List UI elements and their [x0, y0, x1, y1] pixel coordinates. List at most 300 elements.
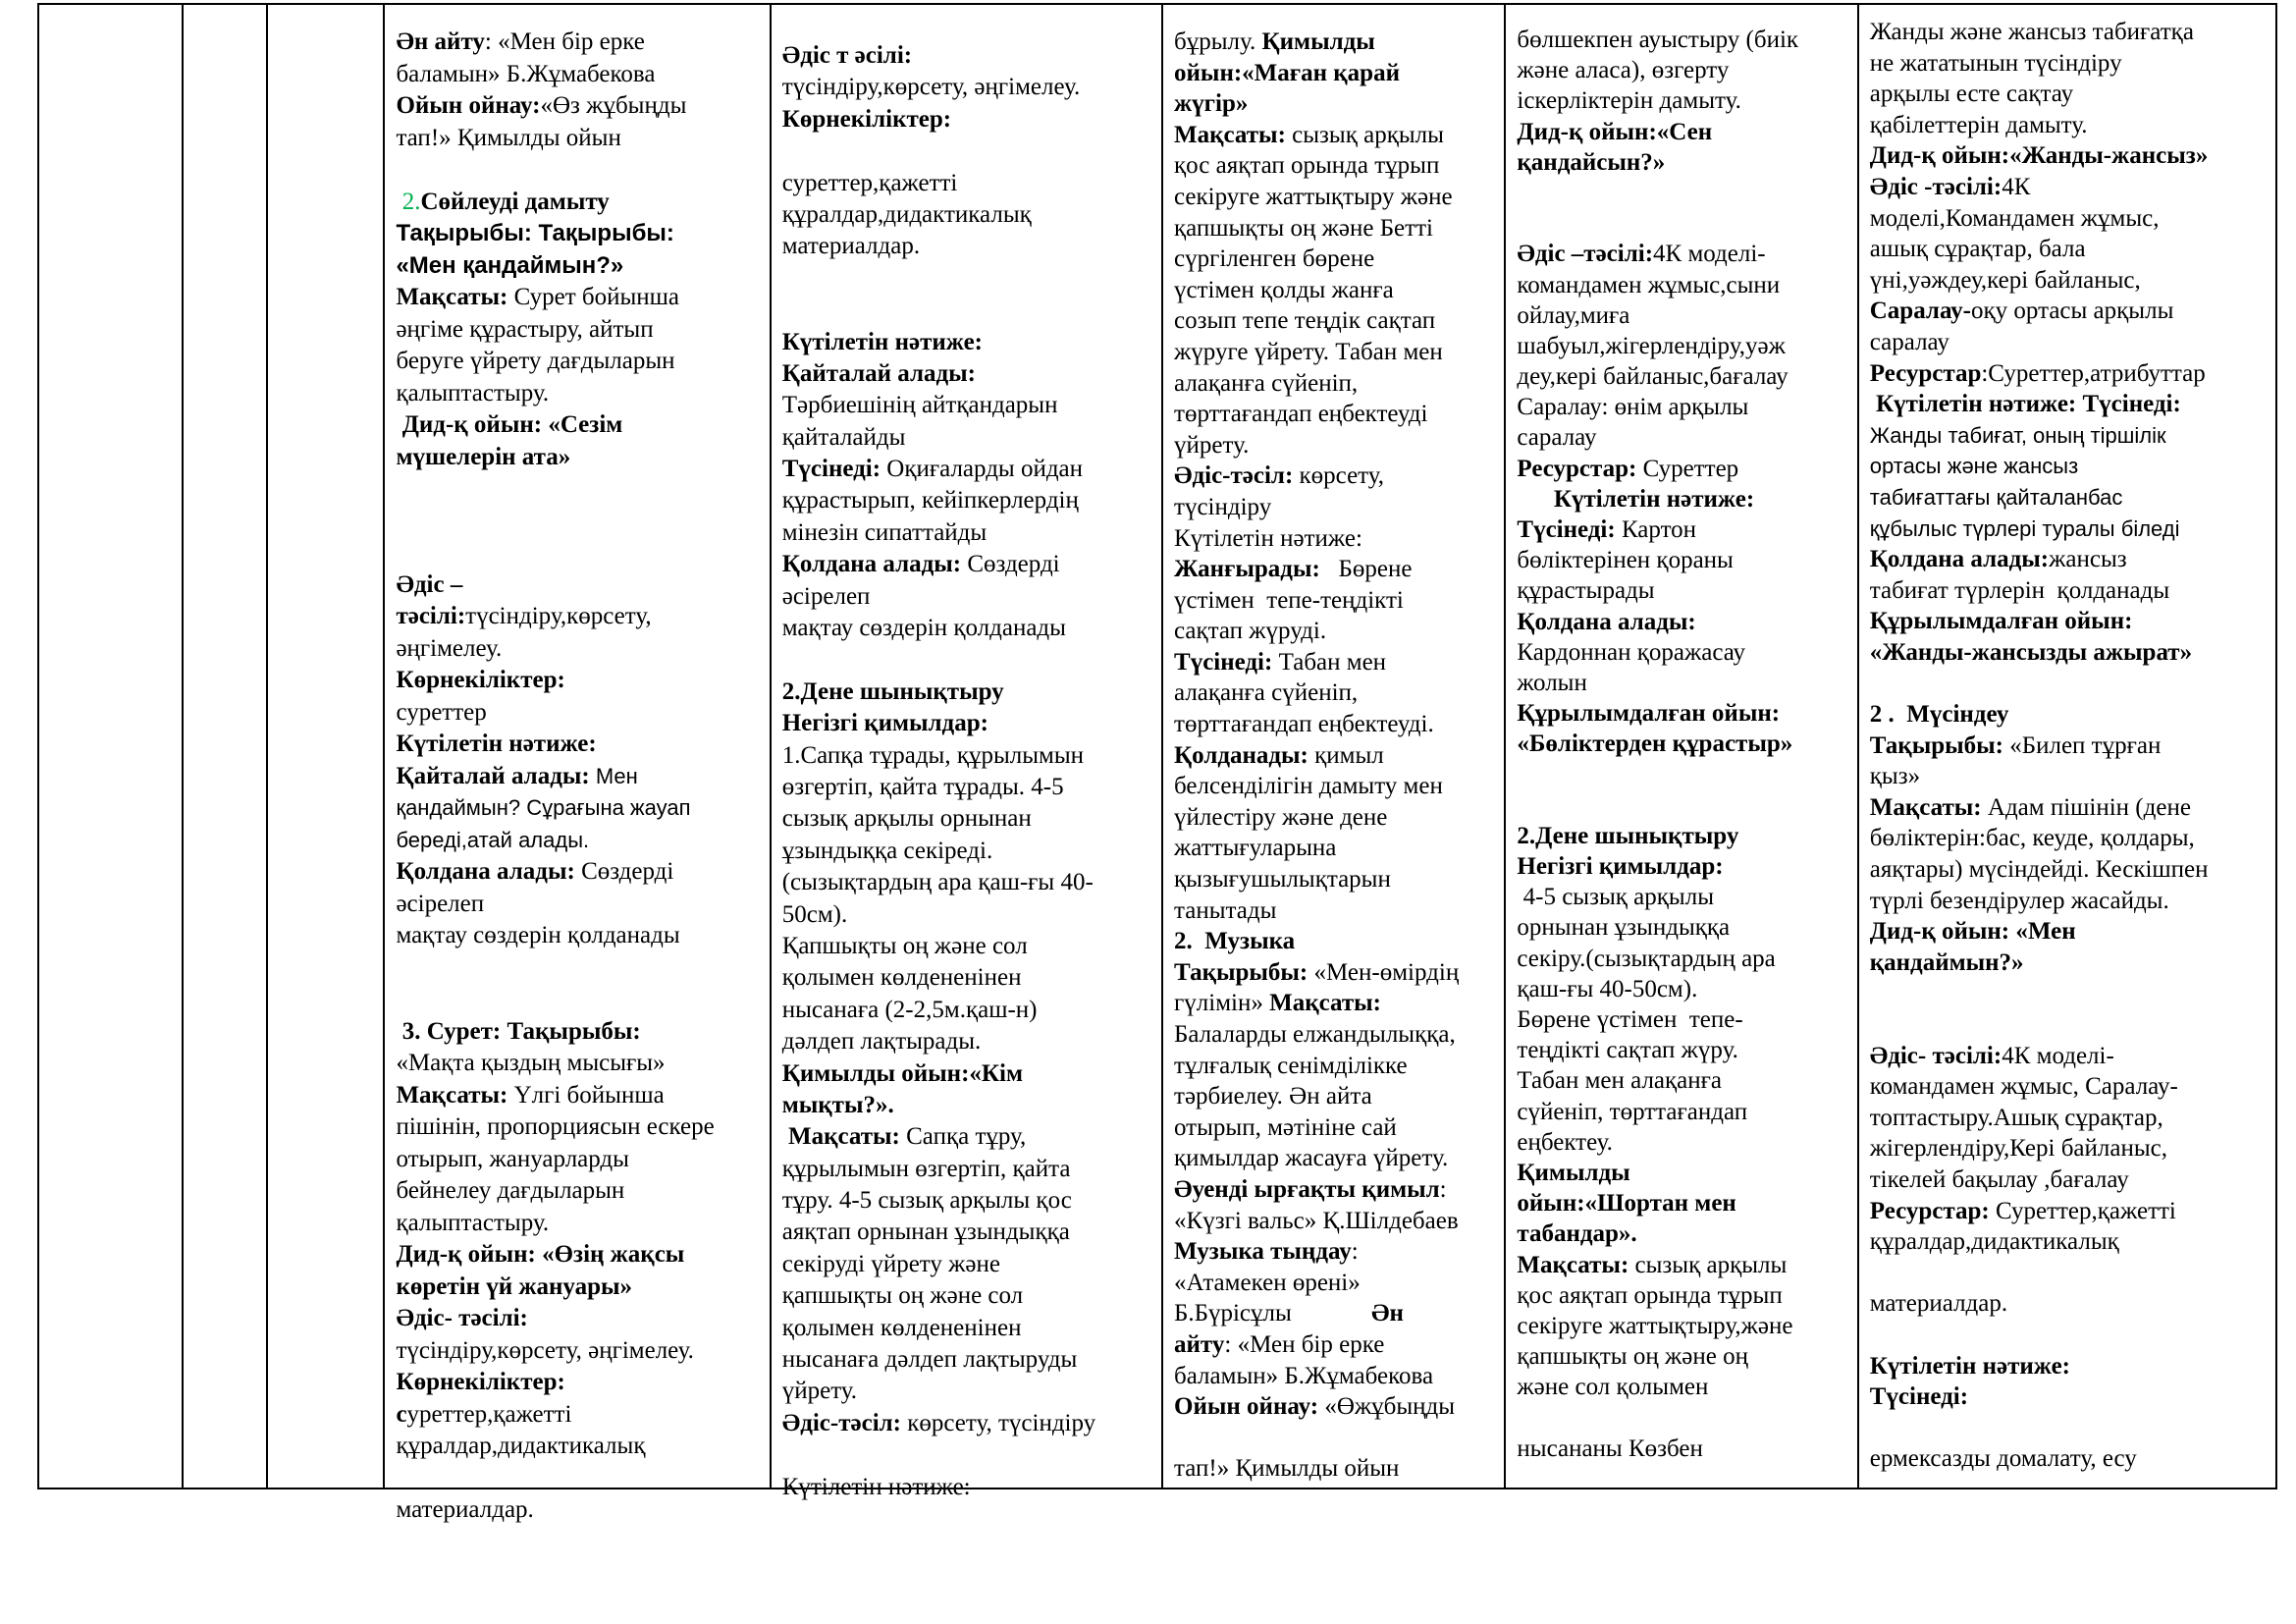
text-line [1174, 740, 1502, 772]
text-run: «Өз жұбыңды [540, 92, 687, 119]
text-run: түрлі безендірулер жасайды. [1869, 887, 2169, 914]
text-line [1517, 1188, 1854, 1218]
text-run: Қимылды ойын:«Кім [781, 1059, 1024, 1087]
text-run: Мақсаты: [396, 284, 508, 310]
text-line [782, 390, 1159, 421]
text-line [1174, 802, 1502, 834]
text-run: табиғаттағы қайталанбас [1869, 484, 2123, 510]
text-run: құрылымын өзгертіп, қайта [781, 1155, 1071, 1182]
text-line [782, 135, 1159, 167]
text-run: Саралау: өнім арқылы [1517, 394, 1749, 421]
text-run: Мақсаты: [1517, 1251, 1629, 1278]
text-run: аяқтары) мүсіндейді. Кескішпен [1869, 856, 2209, 884]
text-run: саралау [1517, 424, 1597, 452]
text-line [396, 1048, 767, 1080]
text-line [396, 984, 767, 1016]
text-run: «Бөліктерден құрастыр» [1517, 731, 1793, 758]
text-line [1174, 771, 1502, 802]
text-line [782, 517, 1159, 549]
text-run: аяқтап орнынан ұзындыққа [781, 1218, 1070, 1246]
text-run: қалыптастыру. [396, 379, 550, 406]
text-run: пішінін, пропорциясын ескере [396, 1113, 715, 1140]
text-line [1870, 606, 2273, 637]
text-run: қызығушылықтарын [1174, 866, 1391, 893]
text-run: Жанды және жансыз табиғатқа [1869, 19, 2194, 45]
text-run: алақанға сүйеніп, [1174, 679, 1359, 707]
text-line [1517, 270, 1854, 300]
text-line [1174, 1112, 1502, 1144]
text-line [396, 1175, 767, 1208]
text-run: мүшелерін ата» [396, 443, 571, 470]
text-line [1174, 1423, 1502, 1454]
text-run: арқылы есте сақтау [1869, 81, 2074, 108]
text-line [1870, 1443, 2273, 1475]
text-run: Ресурстар: [1517, 455, 1637, 482]
text-line [782, 1344, 1159, 1376]
text-line [1870, 265, 2273, 297]
text-line [396, 601, 767, 633]
text-line [396, 27, 767, 59]
text-line [1174, 1019, 1502, 1051]
text-line [1174, 1206, 1502, 1237]
text-run: Әдіс -тәсілі: [1869, 173, 2002, 200]
text-line [396, 442, 767, 474]
text-run: қайталайды [781, 423, 906, 451]
text-run: 2. [401, 188, 421, 215]
text-line [1174, 647, 1502, 678]
activity-column-5 [1859, 5, 2275, 1488]
text-line [782, 231, 1159, 262]
text-line [1517, 117, 1854, 147]
text-run: нысананы Көзбен [1517, 1435, 1703, 1462]
text-line [782, 931, 1159, 962]
text-run: әсірелеп [781, 582, 871, 610]
text-line [1174, 585, 1502, 617]
text-run: Мақсаты: [781, 1123, 900, 1151]
text-line [782, 1249, 1159, 1280]
text-run: баламын» Б.Жұмабекова [396, 60, 656, 87]
text-line [1517, 1127, 1854, 1158]
text-run: : [1351, 1238, 1359, 1266]
text-line [782, 1058, 1159, 1090]
text-run: төрттағандап еңбектеуді. [1174, 711, 1434, 738]
text-run: береді,атай алады. [396, 827, 590, 852]
text-line [396, 250, 767, 283]
text-run: Қолданады: [1174, 741, 1308, 769]
text-line [1517, 85, 1854, 116]
text-run: «Мен-өмірдің [1308, 958, 1460, 986]
text-run: материалдар. [781, 233, 921, 260]
text-line [1174, 926, 1502, 957]
text-line [1870, 389, 2273, 420]
text-run: Әдіс-тәсіл: [1174, 462, 1294, 490]
text-run: ермексазды домалату, есу [1869, 1445, 2137, 1473]
text-line [1517, 1158, 1854, 1188]
text-line [782, 1026, 1159, 1057]
text-line [1517, 1341, 1854, 1372]
text-run: қолымен көлдененінен [781, 1314, 1022, 1341]
text-run: нысанаға (2-2,5м.қаш-н) [781, 996, 1038, 1023]
text-run: Дид-қ ойын: «Сезім [396, 411, 623, 438]
text-run: 4К [2002, 173, 2031, 200]
text-run: Күтілетін нәтиже: [1869, 1352, 2071, 1380]
text-line [782, 358, 1159, 390]
text-line [396, 378, 767, 410]
text-run: Күтілетін нәтиже: [781, 1473, 971, 1500]
text-run: Суреттер,қажетті [1989, 1197, 2176, 1224]
text-run: сызық арқылы [1285, 121, 1444, 148]
text-line [396, 1335, 767, 1368]
text-line [1870, 327, 2273, 358]
text-line [1517, 361, 1854, 392]
text-line [396, 1399, 767, 1432]
text-run: Мен [589, 763, 638, 788]
text-line [1517, 331, 1854, 361]
text-run: қабілеттерін дамыту. [1869, 111, 2088, 138]
text-run: Құрылымдалған ойын: [1517, 700, 1781, 728]
text-line [1870, 358, 2273, 390]
text-run: Сапқа тұру, [899, 1123, 1027, 1151]
text-run: жансыз [2049, 546, 2127, 573]
text-line [1174, 1361, 1502, 1392]
text-line [396, 282, 767, 314]
text-line [396, 825, 767, 857]
text-line [782, 199, 1159, 231]
text-line [1174, 150, 1502, 182]
text-line [1517, 882, 1854, 912]
text-run: әңгімелеу. [396, 634, 503, 662]
text-line [1870, 140, 2273, 172]
text-line [396, 59, 767, 91]
text-line [782, 899, 1159, 931]
text-run: Жанғырады: [1174, 556, 1320, 583]
text-line [396, 633, 767, 666]
text-run: қос аяқтап орында тұрып [1517, 1281, 1783, 1309]
text-line [1174, 1174, 1502, 1206]
text-line [782, 72, 1159, 103]
text-run: Күтілетін нәтиже: [396, 731, 597, 757]
text-run: табандар». [1517, 1220, 1637, 1248]
text-line [396, 792, 767, 825]
text-run: Тақырыбы: [1174, 958, 1308, 986]
text-run: тұру. 4-5 сызық арқылы қос [781, 1187, 1072, 1215]
text-run: сүргіленген бөрене [1174, 245, 1375, 273]
text-run: Қапшықты оң және сол [781, 932, 1028, 959]
text-run: Негізгі қимылдар: [781, 710, 988, 737]
text-line [1870, 947, 2273, 979]
text-run: бейнелеу дағдыларын [396, 1177, 625, 1204]
text-run: Оқиғаларды ойдан [881, 456, 1084, 483]
text-line [396, 569, 767, 602]
text-run: ойын:«Шортан мен [1517, 1190, 1736, 1218]
text-run: және сол қолымен [1517, 1374, 1709, 1401]
text-line [1517, 300, 1854, 331]
text-line [1870, 1226, 2273, 1258]
text-line [396, 537, 767, 569]
text-run: Сурет бойынша [507, 284, 680, 310]
text-run: : [1439, 1175, 1447, 1203]
text-line [1174, 1453, 1502, 1485]
text-run: тұлғалық сенімділікке [1174, 1052, 1408, 1079]
text-line [1174, 88, 1502, 120]
text-run: мақтау сөздерін қолданады [781, 615, 1066, 642]
text-line [1174, 1329, 1502, 1361]
text-line [396, 473, 767, 506]
text-line [396, 889, 767, 921]
text-run: жаттығуларына [1174, 835, 1337, 862]
text-run: Негізгі қимылдар: [1517, 853, 1724, 881]
text-line [782, 1090, 1159, 1121]
text-line [396, 1431, 767, 1463]
text-line [396, 123, 767, 155]
text-line [1174, 275, 1502, 306]
text-line [1870, 916, 2273, 947]
text-run: Қолдана алады: [1869, 546, 2050, 573]
text-run: не жататынын түсіндіру [1869, 49, 2122, 77]
text-run: Әдіс т әсілі: [781, 42, 913, 69]
text-run: төрттағандап еңбектеуді [1174, 401, 1428, 428]
text-run: 4-5 сызық арқылы [1517, 884, 1714, 911]
text-line [1517, 729, 1854, 759]
text-line [1517, 55, 1854, 85]
text-run: жігерлендіру,Кері байланыс, [1869, 1135, 2167, 1163]
text-line [1174, 1081, 1502, 1112]
text-line [1870, 1071, 2273, 1103]
text-line [1870, 482, 2273, 514]
text-line [396, 1080, 767, 1112]
text-run: Ойын ойнау: [396, 92, 541, 119]
text-run: құбылыс түрлері туралы біледі [1869, 515, 2180, 541]
text-run: «Өжұбыңды [1318, 1393, 1456, 1421]
text-line [782, 1408, 1159, 1439]
text-line [1517, 1250, 1854, 1280]
text-run: Құрылымдалған ойын: [1869, 608, 2133, 635]
text-run: Табан мен алақанға [1517, 1067, 1722, 1095]
text-line [1174, 27, 1502, 58]
text-line [1517, 454, 1854, 484]
text-run: Түсінеді: [1517, 516, 1616, 543]
text-run: алақанға сүйеніп, [1174, 369, 1359, 397]
text-run: Қимылды [1261, 28, 1375, 55]
text-run: Қайталай алады: [396, 762, 590, 789]
text-run: Тақырыбы: Тақырыбы: [396, 220, 674, 246]
text-line [1174, 1298, 1502, 1329]
text-line [1174, 244, 1502, 275]
text-run: Саралау- [1869, 298, 1972, 325]
text-line [396, 346, 767, 378]
text-run: 2.Дене шынықтыру [1517, 822, 1739, 849]
text-run: 2 . Мүсіндеу [1869, 701, 2009, 729]
text-run: түсіндіру,көрсету, әңгімелеу. [781, 74, 1081, 101]
text-line [1870, 886, 2273, 917]
text-run: ұзындыққа секіреді. [781, 837, 993, 864]
text-run: беруге үйрету дағдыларын [396, 348, 675, 374]
text-line [1174, 1236, 1502, 1268]
text-line [1174, 182, 1502, 213]
text-run: 2.Дене шынықтыру [781, 677, 1004, 705]
text-line [782, 454, 1159, 485]
text-line [782, 740, 1159, 772]
text-line [782, 708, 1159, 739]
text-line [1517, 944, 1854, 974]
text-line [1870, 544, 2273, 575]
text-run: көрсету, түсіндіру [901, 1409, 1096, 1436]
text-line [1517, 178, 1854, 208]
text-line [1870, 1413, 2273, 1444]
text-run: Әдіс –тәсілі: [1517, 241, 1654, 268]
text-line [396, 665, 767, 697]
text-line [1517, 1097, 1854, 1127]
text-line [396, 187, 767, 219]
text-run: қаш-ғы 40-50см). [1517, 975, 1698, 1002]
text-line [396, 1208, 767, 1240]
text-run: Қимылды [1517, 1159, 1630, 1186]
text-line [1870, 110, 2273, 141]
text-line [1870, 978, 2273, 1009]
text-line [396, 218, 767, 250]
text-run: қапшықты оң және оң [1517, 1343, 1748, 1371]
text-run: іскерліктерін дамыту. [1517, 87, 1741, 115]
text-run: Күтілетін нәтиже: [781, 328, 983, 355]
text-run: көретін үй жануары» [396, 1272, 633, 1300]
text-line [1517, 851, 1854, 882]
text-run: қандаймын? Сұрағына жауап [396, 795, 691, 820]
text-line [1870, 48, 2273, 80]
text-line [1870, 637, 2273, 669]
text-line [1517, 422, 1854, 453]
text-run: отырып, жануарларды [396, 1145, 629, 1172]
text-run: Ресурстар: [1869, 1197, 1990, 1224]
text-run: ортасы және жансыз [1869, 454, 2079, 479]
text-run: бұрылу. [1174, 28, 1262, 55]
text-line [1174, 399, 1502, 430]
text-line [1517, 1311, 1854, 1341]
text-run: сызық арқылы орнынан [781, 805, 1032, 833]
text-run: Тәрбиешінің айтқандарын [781, 392, 1058, 419]
text-line [1517, 392, 1854, 422]
text-line [1517, 545, 1854, 575]
text-line [782, 1376, 1159, 1407]
text-line [1174, 492, 1502, 523]
text-line [396, 314, 767, 347]
text-run: Мақсаты: [1869, 793, 1982, 821]
text-line [782, 962, 1159, 994]
text-line [1174, 988, 1502, 1019]
text-line [396, 856, 767, 889]
text-line [1517, 575, 1854, 606]
text-line [1517, 668, 1854, 698]
text-run: үні,уәждеу,кері байланыс, [1869, 266, 2141, 294]
text-run: мақтау сөздерін қолданады [396, 922, 680, 948]
text-run: Түсінеді: [781, 456, 881, 483]
text-run: отырып, мәтініне сай [1174, 1113, 1397, 1141]
text-line [1174, 1051, 1502, 1082]
text-run: Б.Бүрісұлы [1174, 1300, 1372, 1327]
text-run: командамен жұмыс, Саралау- [1869, 1073, 2178, 1101]
text-line [1174, 957, 1502, 989]
text-run: әңгіме құрастыру, айтып [396, 315, 654, 343]
text-line [782, 263, 1159, 295]
text-line [782, 1185, 1159, 1217]
text-line [1517, 514, 1854, 545]
text-line [1870, 823, 2273, 854]
text-line [1174, 677, 1502, 709]
text-run: Әуенді ырғақты қимыл [1174, 1175, 1440, 1203]
text-line [1870, 575, 2273, 607]
text-run: құрастырады [1517, 577, 1655, 605]
text-run: : «Мен бір ерке [1224, 1330, 1385, 1358]
text-run: секіруге жаттықтыру және [1174, 183, 1453, 210]
text-run: шабуыл,жігерлендіру,уәж [1517, 332, 1786, 359]
text-run: тәрбиелеу. Ән айта [1174, 1083, 1372, 1110]
text-run: және аласа), өзгерту [1517, 57, 1730, 84]
text-line [1517, 147, 1854, 178]
text-line [782, 677, 1159, 708]
text-run: секіруді үйрету және [781, 1250, 1000, 1277]
text-run: үстімен тепе-теңдікті [1174, 586, 1404, 614]
text-line [782, 644, 1159, 676]
text-line [1517, 1004, 1854, 1035]
text-run: Музыка тыңдау [1174, 1238, 1352, 1266]
text-line [1174, 368, 1502, 400]
text-line [396, 1144, 767, 1176]
text-run: гүлімін» [1174, 990, 1270, 1017]
text-run: 4К моделі- [1653, 241, 1766, 268]
text-run: саралау [1869, 328, 1949, 355]
text-line [396, 506, 767, 538]
text-line [1174, 120, 1502, 151]
text-line [782, 422, 1159, 454]
text-run: суреттер,қажетті [781, 169, 958, 196]
text-run: қыз» [1869, 763, 1921, 790]
text-line [782, 549, 1159, 580]
text-run: Ән [1371, 1300, 1404, 1327]
text-run: Сөздерді [961, 551, 1060, 578]
text-line [782, 836, 1159, 867]
text-run: Балаларды елжандылыққа, [1174, 1021, 1456, 1048]
text-line [1517, 239, 1854, 269]
text-run: еңбектеу. [1517, 1128, 1613, 1156]
text-line [1870, 731, 2273, 762]
text-line [1870, 451, 2273, 482]
text-line [1517, 25, 1854, 55]
text-run: бөліктерін:бас, кеуде, қолдары, [1869, 825, 2195, 852]
text-run: белсенділігін дамыту мен [1174, 773, 1443, 800]
text-run: Мақсаты: [1174, 121, 1286, 148]
text-line [1517, 974, 1854, 1004]
text-run: Көрнекіліктер: [396, 667, 565, 693]
text-line [1870, 172, 2273, 203]
text-run: : «Мен бір ерке [484, 28, 645, 55]
text-run: Қолдана алады: [396, 858, 575, 885]
text-run: құралдар,дидактикалық [781, 200, 1032, 228]
text-run: Күтілетін нәтиже: [1517, 485, 1755, 513]
text-run: қапшықты оң және Бетті [1174, 214, 1433, 242]
text-line [396, 920, 767, 952]
text-run: 1.Сапқа тұрады, құрылымын [781, 741, 1085, 769]
text-line [1517, 912, 1854, 943]
text-run: үйрету. [781, 1378, 858, 1405]
text-line [396, 1303, 767, 1335]
text-run: Күтілетін нәтиже: Түсінеді: [1869, 391, 2181, 418]
text-line [1870, 234, 2273, 265]
text-line [396, 90, 767, 123]
text-run: Дид-қ ойын:«Жанды-жансыз» [1869, 142, 2209, 170]
text-run: 3. Сурет: Тақырыбы: [396, 1017, 641, 1045]
text-run: тап!» Қимылды ойын [396, 124, 621, 151]
text-line [1870, 1133, 2273, 1164]
text-run: :Суреттер,атрибуттар [1981, 359, 2206, 387]
